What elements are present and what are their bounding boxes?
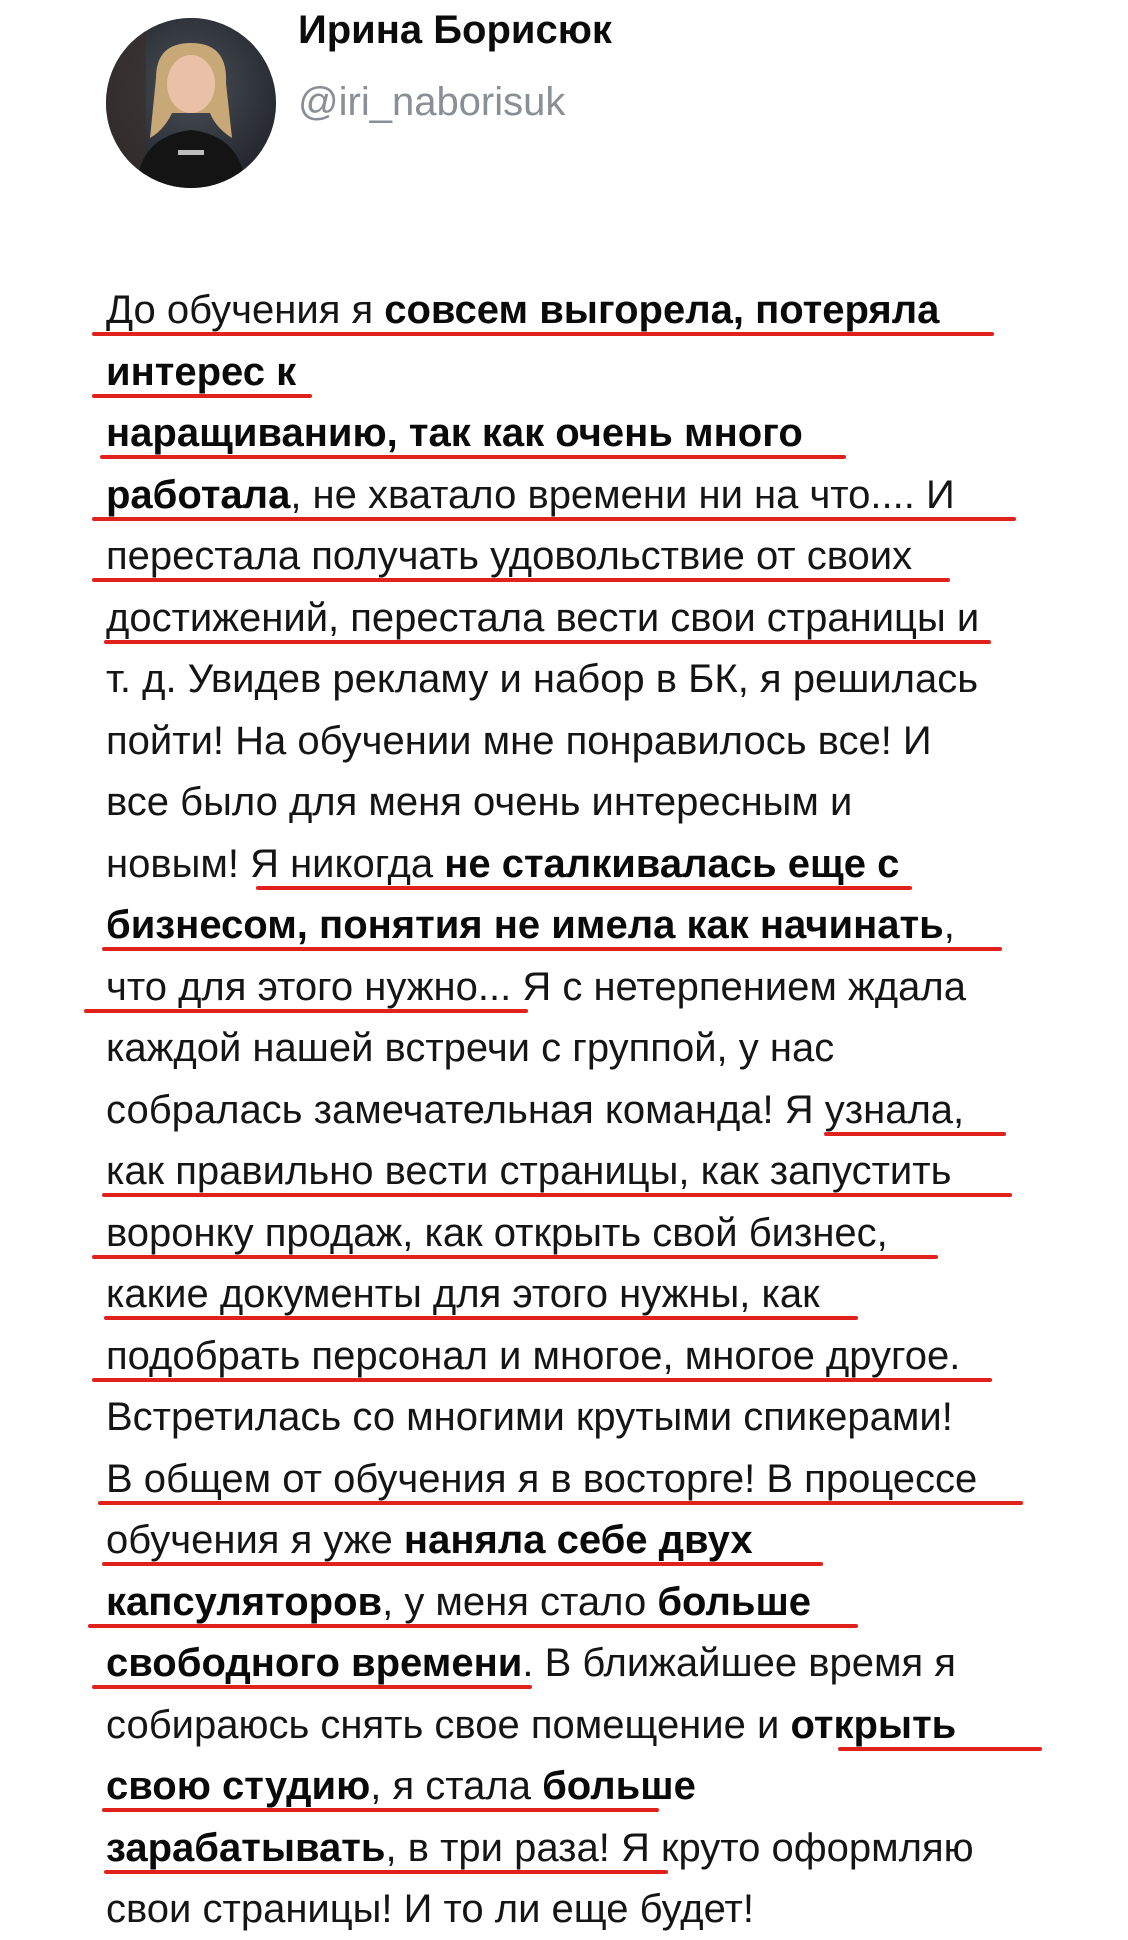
text-segment: собираюсь снять свое помещение и: [106, 1702, 791, 1747]
author-name[interactable]: Ирина Борисюк: [298, 8, 612, 52]
red-underline-mark: [102, 1193, 1012, 1197]
bold-text: наращиванию, так как очень много: [106, 411, 803, 455]
red-underline-mark: [98, 1501, 1023, 1505]
red-underline-mark: [92, 517, 1016, 521]
text-line: [106, 1387, 953, 1448]
text-segment: подобрать персонал и многое, многое другое.: [106, 1333, 961, 1378]
red-underline-mark: [104, 1870, 668, 1874]
text-segment: , я стала: [370, 1764, 543, 1808]
text-segment: До обучения я: [106, 288, 385, 332]
profile-photo-icon: [106, 18, 276, 188]
red-underline-mark: [102, 1562, 823, 1566]
bold-text: открыть: [790, 1702, 957, 1747]
text-line: [106, 649, 978, 710]
red-underline-mark: [92, 1378, 992, 1382]
text-segment: какие документы для этого нужны, как: [106, 1272, 820, 1316]
red-underline-mark: [104, 1316, 858, 1320]
text-segment: пойти! На обучении мне понравилось все! И: [106, 718, 932, 763]
text-segment: воронку продаж, как открыть свой бизнес,: [106, 1210, 888, 1255]
text-segment: т. д. Увидев рекламу и набор в БК, я решилась: [106, 657, 979, 701]
text-segment: , в три раза! Я круто оформляю: [385, 1825, 974, 1870]
bold-text: больше: [542, 1764, 696, 1808]
author-handle[interactable]: @iri_naborisuk: [298, 80, 566, 124]
bold-text: работала: [106, 472, 291, 517]
red-underline-mark: [104, 640, 991, 644]
text-segment: . В ближайшее время я: [522, 1641, 956, 1685]
red-underline-mark: [838, 1747, 1042, 1751]
bold-text: больше: [657, 1579, 812, 1624]
text-line: [106, 1018, 834, 1079]
bold-text: свободного времени: [106, 1641, 523, 1685]
red-underline-mark: [92, 1255, 938, 1259]
red-underline-mark: [92, 1685, 532, 1689]
bold-text: совсем выгорела, потеряла: [384, 288, 940, 332]
text-line: [106, 711, 932, 772]
text-segment: все было для меня очень интересным и: [106, 780, 853, 824]
red-underline-mark: [84, 1009, 528, 1013]
text-line: [106, 1879, 754, 1940]
text-segment: достижений, перестала вести свои страницы и: [106, 595, 980, 640]
text-segment: новым! Я никогда: [106, 841, 445, 886]
text-segment: , не хватало времени ни на что.... И: [290, 472, 955, 517]
text-line: [106, 1695, 956, 1756]
red-underline-mark: [92, 332, 994, 336]
text-segment: , у меня стало: [382, 1579, 658, 1624]
red-underline-mark: [102, 947, 1002, 951]
text-segment: Встретилась со многими крутыми спикерами!: [106, 1395, 953, 1439]
text-segment: свои страницы! И то ли еще будет!: [106, 1887, 754, 1931]
bold-text: не сталкивалась еще с: [444, 841, 900, 886]
red-underline-mark: [102, 1808, 659, 1812]
bold-text: зарабатывать: [106, 1825, 386, 1870]
avatar[interactable]: [106, 18, 276, 188]
bold-text: интерес к: [106, 349, 297, 394]
red-underline-mark: [92, 394, 312, 398]
text-segment: как правильно вести страницы, как запустить: [106, 1149, 952, 1193]
text-line: [106, 772, 852, 833]
red-underline-mark: [92, 578, 950, 582]
red-underline-mark: [88, 1624, 858, 1628]
text-segment: обучения я уже: [106, 1518, 404, 1562]
text-segment: В общем от обучения я в восторге! В процессе: [106, 1456, 978, 1501]
text-segment: каждой нашей встречи с группой, у нас: [106, 1026, 835, 1070]
text-segment: собралась замечательная команда! Я узнала,: [106, 1087, 965, 1132]
text-segment: что для этого нужно... Я с нетерпением ждала: [106, 964, 966, 1009]
bold-text: капсуляторов: [106, 1579, 383, 1624]
red-underline-mark: [824, 1132, 1006, 1136]
red-underline-mark: [100, 455, 846, 459]
text-segment: перестала получать удовольствие от своих: [106, 534, 913, 578]
text-segment: ,: [943, 903, 955, 947]
bold-text: бизнесом, понятия не имела как начинать: [106, 903, 944, 947]
bold-text: свою студию: [106, 1764, 371, 1808]
red-underline-mark: [256, 886, 912, 890]
bold-text: наняла себе двух: [403, 1518, 753, 1562]
